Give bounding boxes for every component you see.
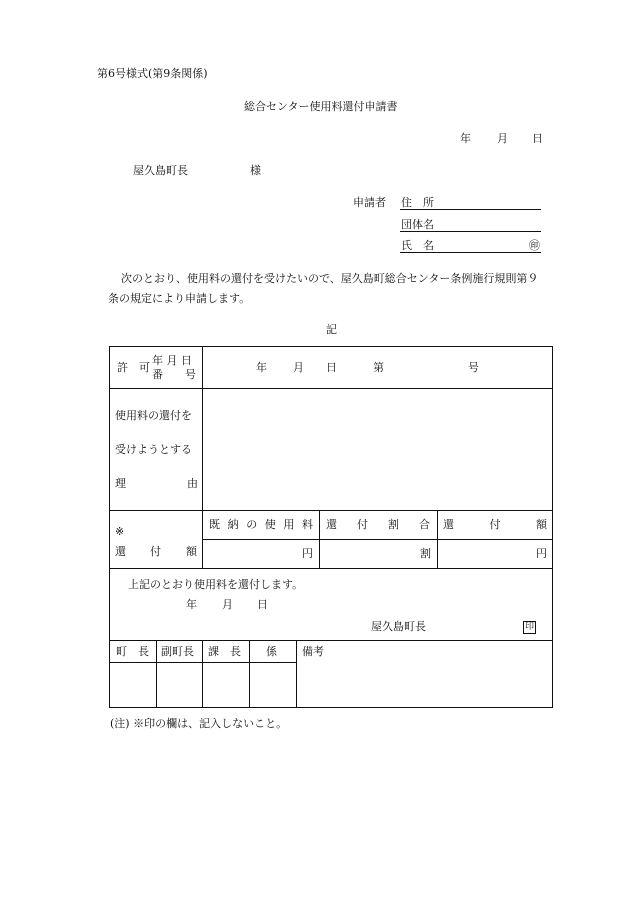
rule-refund-bottom [109, 568, 553, 569]
rule-approval-col-1 [156, 640, 157, 708]
col-refund-amount [443, 519, 547, 530]
col-paid-char: の [246, 518, 258, 531]
rule-refund-col-2 [437, 510, 438, 568]
name-underline [400, 252, 541, 253]
approval-staff: 係 [266, 645, 277, 658]
seal-mark: 印 [524, 622, 534, 632]
addressee: 屋久島町長 [133, 164, 188, 177]
approval-remarks: 備考 [302, 645, 324, 658]
form-number: 第6号様式(第9条関係) [97, 67, 208, 80]
rule-refund-mid [203, 539, 553, 540]
honorific: 様 [250, 164, 261, 177]
mayor-seal [523, 620, 536, 634]
col-rate-char: 割 [388, 518, 399, 531]
reason-line-1: 使用料の還付を [115, 409, 192, 422]
permit-date-label: 年 月 日 [152, 354, 192, 367]
notice-month: 月 [222, 598, 233, 611]
ki-heading: 記 [326, 323, 337, 336]
refund-mark: ※ [115, 525, 125, 538]
col-paid-char: 納 [227, 518, 239, 531]
refund-label-b: 付 [150, 545, 161, 558]
rule-refund-col-1 [319, 510, 320, 568]
approval-deputy-mayor: 副町長 [161, 645, 194, 658]
col-paid-fee [209, 519, 313, 530]
body-line-1: 次のとおり、使用料の還付を受けたいので、屋久島町総合センター条例施行規則第９ [121, 272, 539, 285]
reason-line-2: 受けようとする [115, 443, 192, 456]
permit-go: 号 [468, 361, 479, 374]
group-underline [400, 231, 541, 232]
col-paid-char: 料 [301, 518, 313, 531]
rule-approval-col-3 [249, 640, 250, 708]
applicant-label: 申請者 [353, 196, 386, 209]
col-rate-char: 合 [419, 518, 430, 531]
address-label: 住 所 [401, 196, 434, 209]
col-paid-char: 既 [209, 518, 220, 531]
body-line-2: 条の規定により申請します。 [108, 292, 251, 305]
permit-label: 許 可 [117, 361, 150, 374]
reason-input[interactable] [203, 389, 553, 510]
name-label: 氏 名 [401, 239, 434, 252]
refund-label-c: 額 [186, 545, 197, 558]
permit-number-label: 番 号 [152, 368, 196, 381]
col-paid-char: 用 [283, 518, 295, 531]
refund-rate-wari: 割 [420, 547, 431, 560]
rule-approval-col-2 [202, 640, 203, 708]
refund-label-a: 還 [115, 545, 126, 558]
approval-mayor: 町 長 [116, 645, 149, 658]
date-year: 年 [460, 132, 471, 145]
col-refund-rate [326, 519, 430, 530]
col-paid-char: 使 [264, 518, 276, 531]
notice-mayor: 屋久島町長 [371, 620, 426, 633]
reason-line-3a: 理 [115, 477, 126, 490]
document-title: 総合センター使用料還付申請書 [244, 100, 398, 113]
rule-notice-bottom [109, 640, 553, 641]
notice-text: 上記のとおり使用料を還付します。 [128, 578, 304, 591]
approval-section-chief: 課 長 [208, 645, 241, 658]
permit-month: 月 [293, 361, 304, 374]
col-amount-char: 還 [443, 518, 454, 531]
group-label: 団体名 [401, 218, 434, 231]
rule-reason-bottom [109, 510, 553, 511]
reason-line-3b: 由 [187, 477, 198, 490]
notice-day: 日 [257, 598, 268, 611]
applicant-seal: ㊞ [529, 239, 540, 252]
footnote: (注) ※印の欄は、記入しないこと。 [110, 717, 288, 730]
col-amount-char: 額 [536, 518, 547, 531]
rule-approval-col-4 [296, 640, 297, 708]
col-rate-char: 付 [357, 518, 368, 531]
refund-amount-yen: 円 [536, 547, 547, 560]
col-amount-char: 付 [489, 518, 501, 531]
date-month: 月 [497, 132, 508, 145]
date-day: 日 [532, 132, 543, 145]
permit-year: 年 [256, 361, 267, 374]
permit-day: 日 [326, 361, 337, 374]
col-rate-char: 還 [326, 518, 337, 531]
permit-dai: 第 [373, 361, 384, 374]
address-underline [400, 209, 541, 210]
notice-year: 年 [186, 598, 197, 611]
paid-fee-yen: 円 [302, 547, 313, 560]
